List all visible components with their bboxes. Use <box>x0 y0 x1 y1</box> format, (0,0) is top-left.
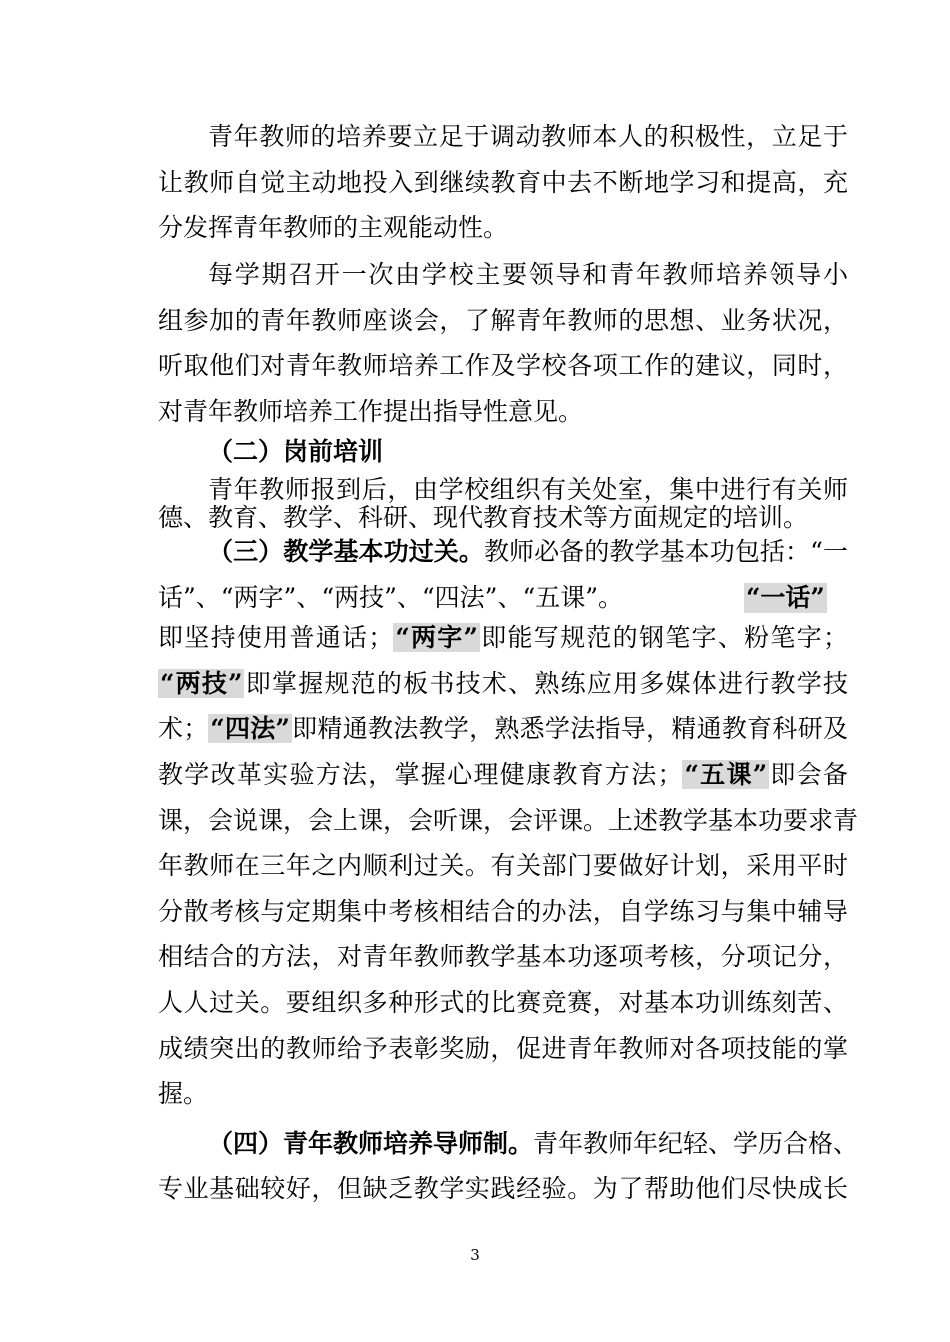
paragraph-line: 分散考核与定期集中考核相结合的办法，自学练习与集中辅导 <box>158 897 848 926</box>
highlight-wuke: “五课” <box>684 760 768 789</box>
paragraph-line: 青年教师报到后，由学校组织有关处室，集中进行有关师 <box>208 475 848 504</box>
text-run: 青年教师年纪轻、学历合格、 <box>533 1129 859 1158</box>
section-heading: （四）青年教师培养导师制。 <box>208 1129 534 1158</box>
text-run: 术； <box>158 714 209 743</box>
page-number: 3 <box>470 1246 480 1264</box>
paragraph-line: 课，会说课，会上课，会听课，会评课。上述教学基本功要求青 <box>158 806 859 835</box>
paragraph-line: 成绩突出的教师给予表彰奖励，促进青年教师对各项技能的掌 <box>158 1034 848 1063</box>
paragraph-line: 人人过关。要组织多种形式的比赛竞赛，对基本功训练刻苦、 <box>158 988 848 1017</box>
paragraph-line: 握。 <box>158 1079 209 1108</box>
text-run: 即能写规范的钢笔字、粉笔字； <box>479 623 848 652</box>
paragraph-line: 每学期召开一次由学校主要领导和青年教师培养领导小 <box>208 260 848 289</box>
section-3-line-4 <box>158 669 848 699</box>
paragraph-line: 专业基础较好，但缺乏教学实践经验。为了帮助他们尽快成长 <box>158 1174 848 1203</box>
section-4-line-1 <box>208 1129 859 1159</box>
paragraph-line: 年教师在三年之内顺利过关。有关部门要做好计划，采用平时 <box>158 851 848 880</box>
text-run: 即掌握规范的板书技术、熟练应用多媒体进行教学技 <box>244 669 848 698</box>
section-3-line-3 <box>158 623 848 653</box>
section-3-line-1 <box>208 537 848 567</box>
highlight-liangzi: “两字” <box>395 623 478 652</box>
section-3-line-5 <box>158 714 848 744</box>
highlight-sifa: “四法” <box>210 714 290 743</box>
text-run: 教学改革实验方法，掌握心理健康教育方法； <box>158 760 683 789</box>
highlight-yihua: “一话” <box>746 583 825 612</box>
text-run: 教师必备的教学基本功包括：“一 <box>483 537 848 566</box>
section-heading: （三）教学基本功过关。 <box>208 537 484 566</box>
section-heading: （二）岗前培训 <box>208 437 384 466</box>
section-3-line-6 <box>158 760 848 790</box>
paragraph-line: 德、教育、教学、科研、现代教育技术等方面规定的培训。 <box>158 503 809 532</box>
paragraph-line: 组参加的青年教师座谈会，了解青年教师的思想、业务状况， <box>158 306 848 335</box>
paragraph-line: 让教师自觉主动地投入到继续教育中去不断地学习和提高，充 <box>158 168 848 197</box>
paragraph-line: 相结合的方法，对青年教师教学基本功逐项考核，分项记分， <box>158 942 848 971</box>
section-3-line-2 <box>158 583 848 613</box>
text-run: 即精通教法教学，熟悉学法指导，精通教育科研及 <box>291 714 848 743</box>
paragraph-line: 听取他们对青年教师培养工作及学校各项工作的建议，同时， <box>158 351 848 380</box>
text-run: 即坚持使用普通话； <box>158 623 394 652</box>
text-run: 即会备 <box>769 760 848 789</box>
text-run: 话”、“两字”、“两技”、“四法”、“五课”。 <box>158 583 624 612</box>
paragraph-line: 对青年教师培养工作提出指导性意见。 <box>158 397 584 426</box>
paragraph-line: 青年教师的培养要立足于调动教师本人的积极性，立足于 <box>208 122 848 151</box>
highlight-liangji: “两技” <box>160 669 243 698</box>
paragraph-line: 分发挥青年教师的主观能动性。 <box>158 213 509 242</box>
